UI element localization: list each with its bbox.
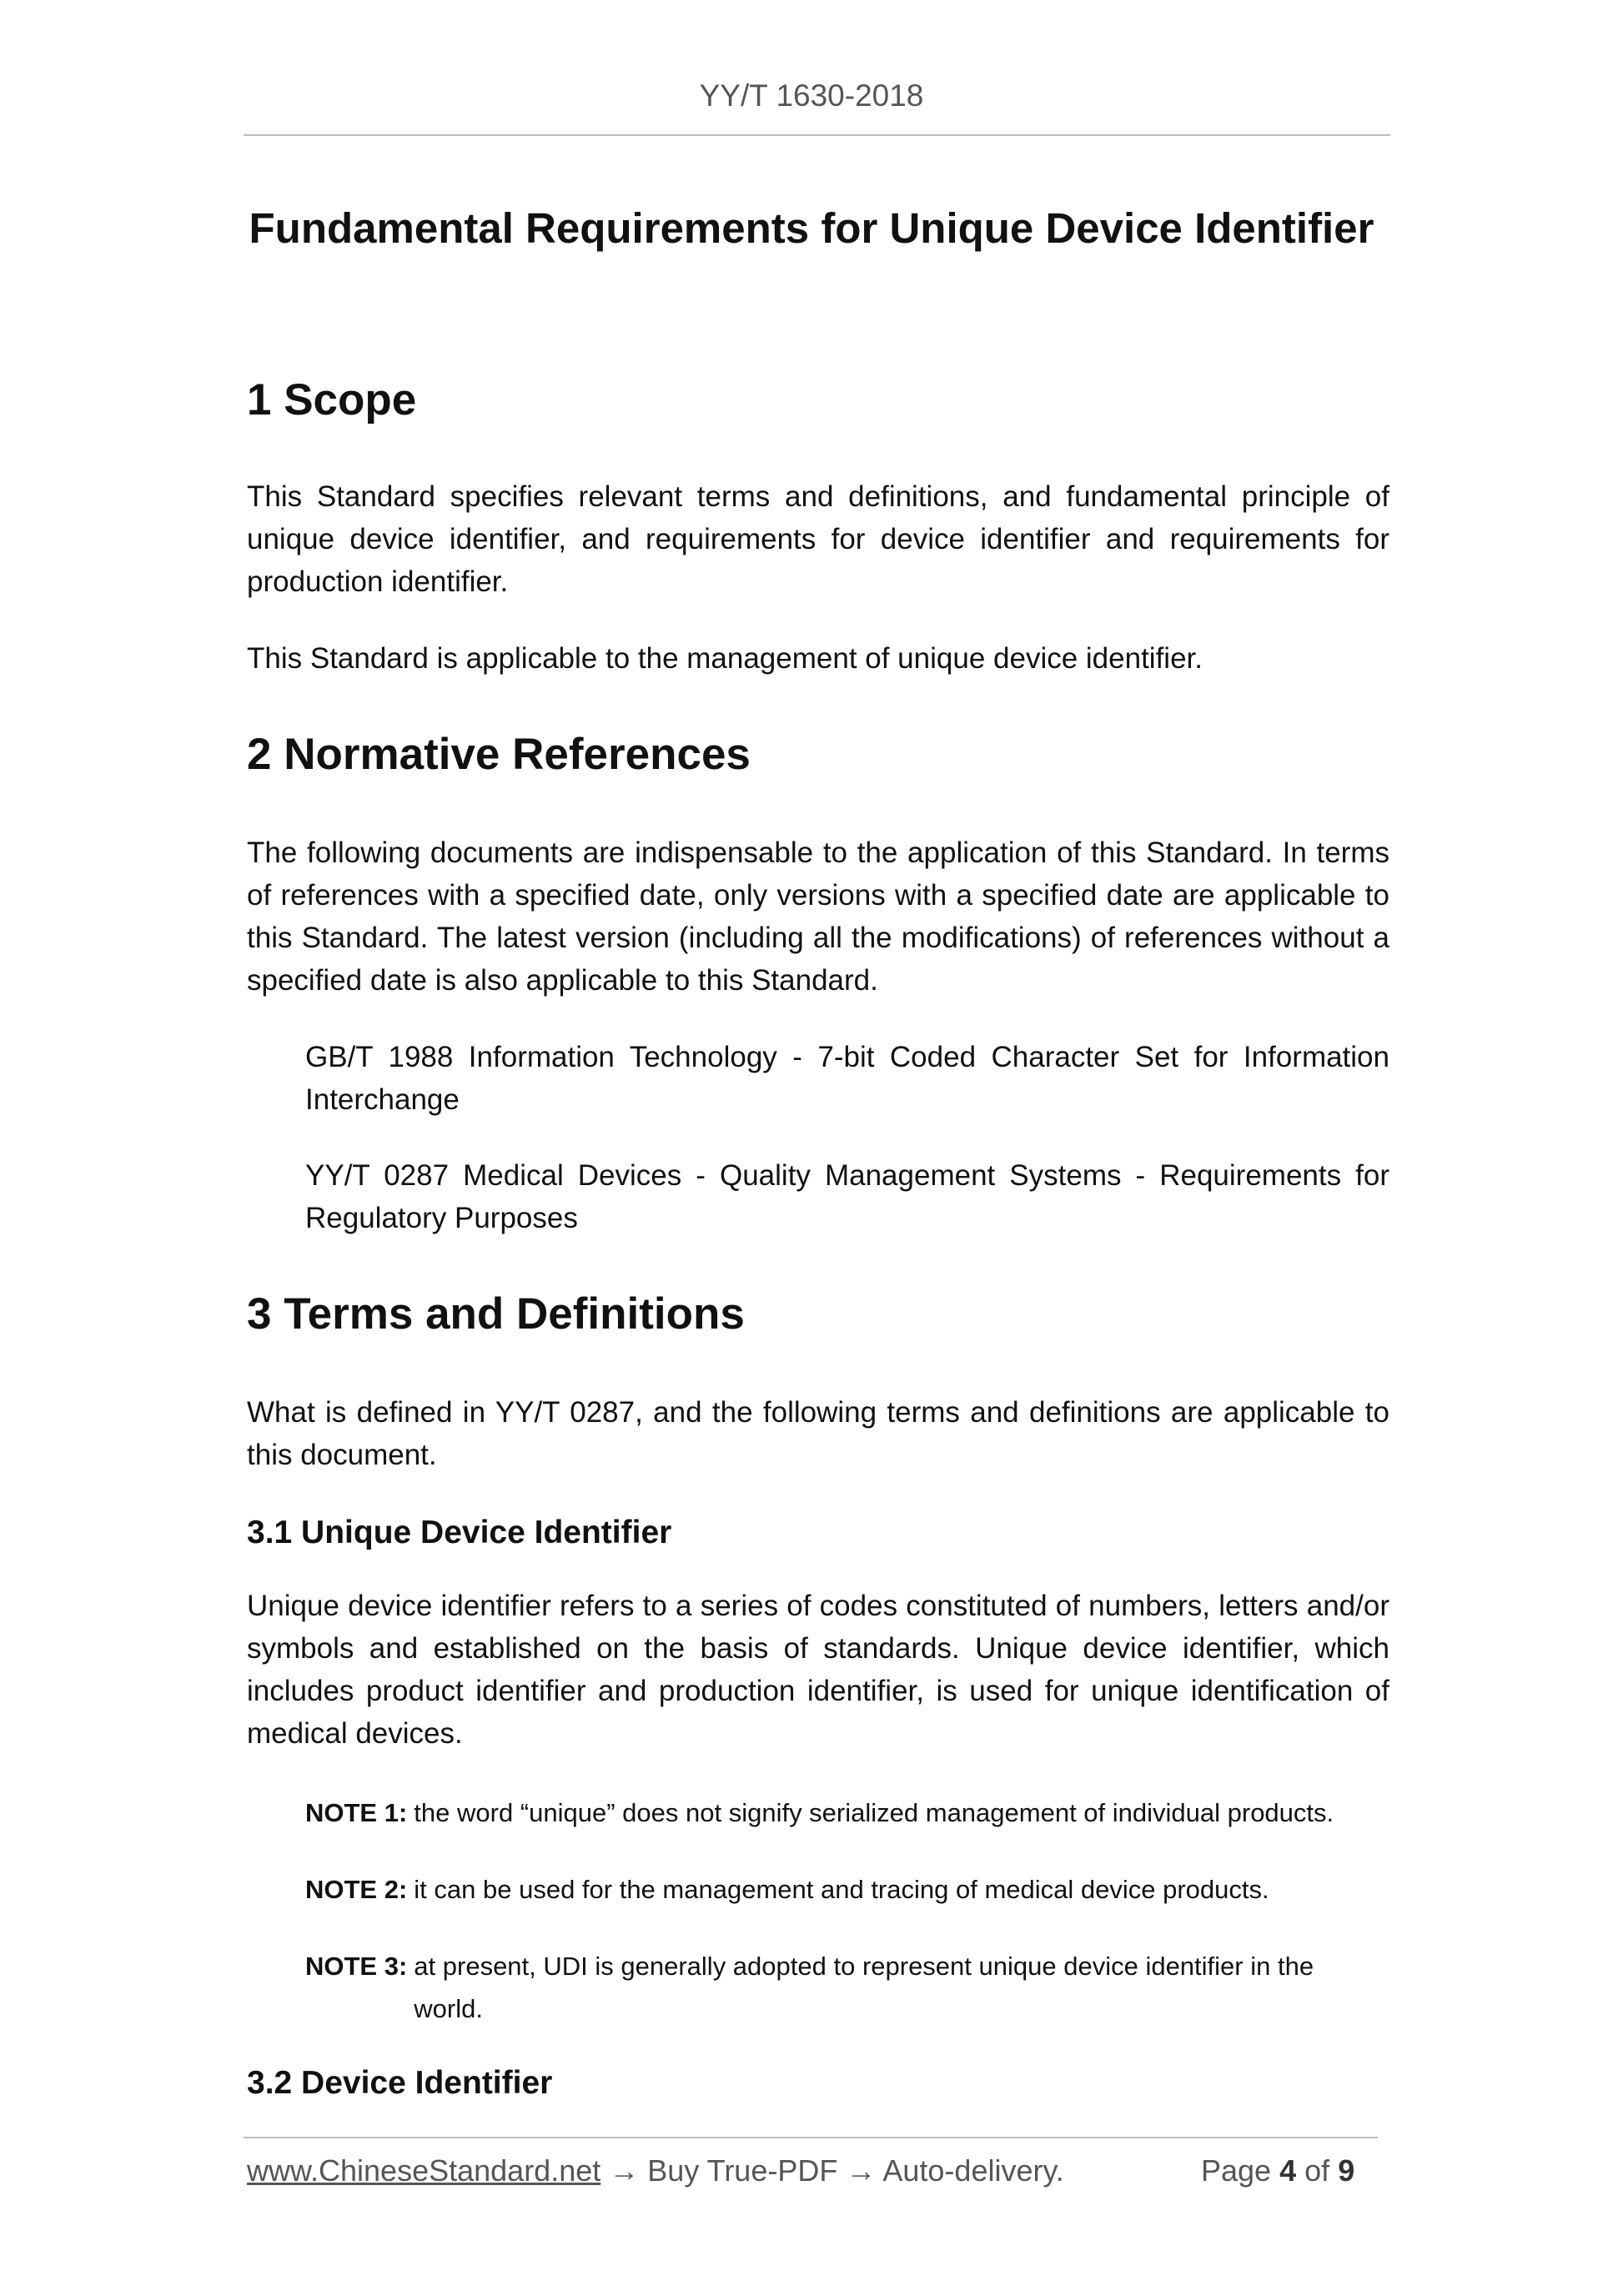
note-text: the word “unique” does not signify serialized management of individual products. [414, 1798, 1334, 1827]
note-label: NOTE 2: [305, 1875, 408, 1904]
note-1 [305, 1791, 1389, 1834]
normative-paragraph: The following documents are indispensable to the application of this Standard. In terms of references with a specified date, only versions with a specified date are applicable to this Standard. The latest version (including all the modifications) of references without a specified date is also applicable to this Standard. [247, 837, 1389, 997]
arrow-right-icon: → [846, 2153, 877, 2188]
section-heading-normative-references: 2 Normative References [247, 730, 751, 779]
page-indicator [1201, 2153, 1354, 2188]
document-code-header: YY/T 1630-2018 [699, 78, 924, 113]
unique-device-identifier-definition: Unique device identifier refers to a series of codes constituted of numbers, letters and/or symbols and established on the basis of standards. Unique device identifier, which includes product identifier and production identifier, is used for unique identification of medical devices. [247, 1590, 1389, 1750]
page-word: Page [1201, 2153, 1272, 2188]
note-2 [305, 1868, 1389, 1911]
terms-intro-paragraph: What is defined in YY/T 0287, and the following terms and definitions are applicable to this document. [247, 1396, 1389, 1471]
reference-gbt-1988: GB/T 1988 Information Technology - 7-bit Coded Character Set for Information Interchange [305, 1041, 1389, 1116]
document-title: Fundamental Requirements for Unique Device Identifier [249, 204, 1374, 252]
note-text: it can be used for the management and tracing of medical device products. [414, 1875, 1269, 1904]
footer-links [247, 2153, 1064, 2188]
subsection-heading-device-identifier: 3.2 Device Identifier [247, 2065, 553, 2101]
note-3 [305, 1945, 1389, 2030]
chinesestandard-link[interactable]: www.ChineseStandard.net [247, 2153, 601, 2188]
section-heading-terms-definitions: 3 Terms and Definitions [247, 1289, 745, 1339]
section-heading-scope: 1 Scope [247, 375, 417, 425]
footer-divider [244, 2137, 1378, 2138]
reference-yyt-0287: YY/T 0287 Medical Devices - Quality Management Systems - Requirements for Regulatory Purposes [305, 1159, 1389, 1234]
page-of: of [1304, 2153, 1330, 2188]
scope-paragraph-2: This Standard is applicable to the management of unique device identifier. [247, 642, 1203, 675]
note-label: NOTE 1: [305, 1798, 408, 1827]
header-divider [244, 134, 1390, 136]
buy-true-pdf-text: Buy True-PDF [647, 2153, 838, 2188]
note-text: at present, UDI is generally adopted to represent unique device identifier in the world. [414, 1952, 1314, 2023]
auto-delivery-text: Auto-delivery. [882, 2153, 1064, 2188]
arrow-right-icon: → [609, 2153, 640, 2188]
page-current: 4 [1279, 2153, 1297, 2188]
scope-paragraph-1: This Standard specifies relevant terms and definitions, and fundamental principle of unique device identifier, and requirements for device identifier and requirements for production identifier. [247, 480, 1389, 598]
page-total: 9 [1338, 2153, 1355, 2188]
note-label: NOTE 3: [305, 1952, 408, 1981]
subsection-heading-unique-device-identifier: 3.1 Unique Device Identifier [247, 1515, 672, 1550]
